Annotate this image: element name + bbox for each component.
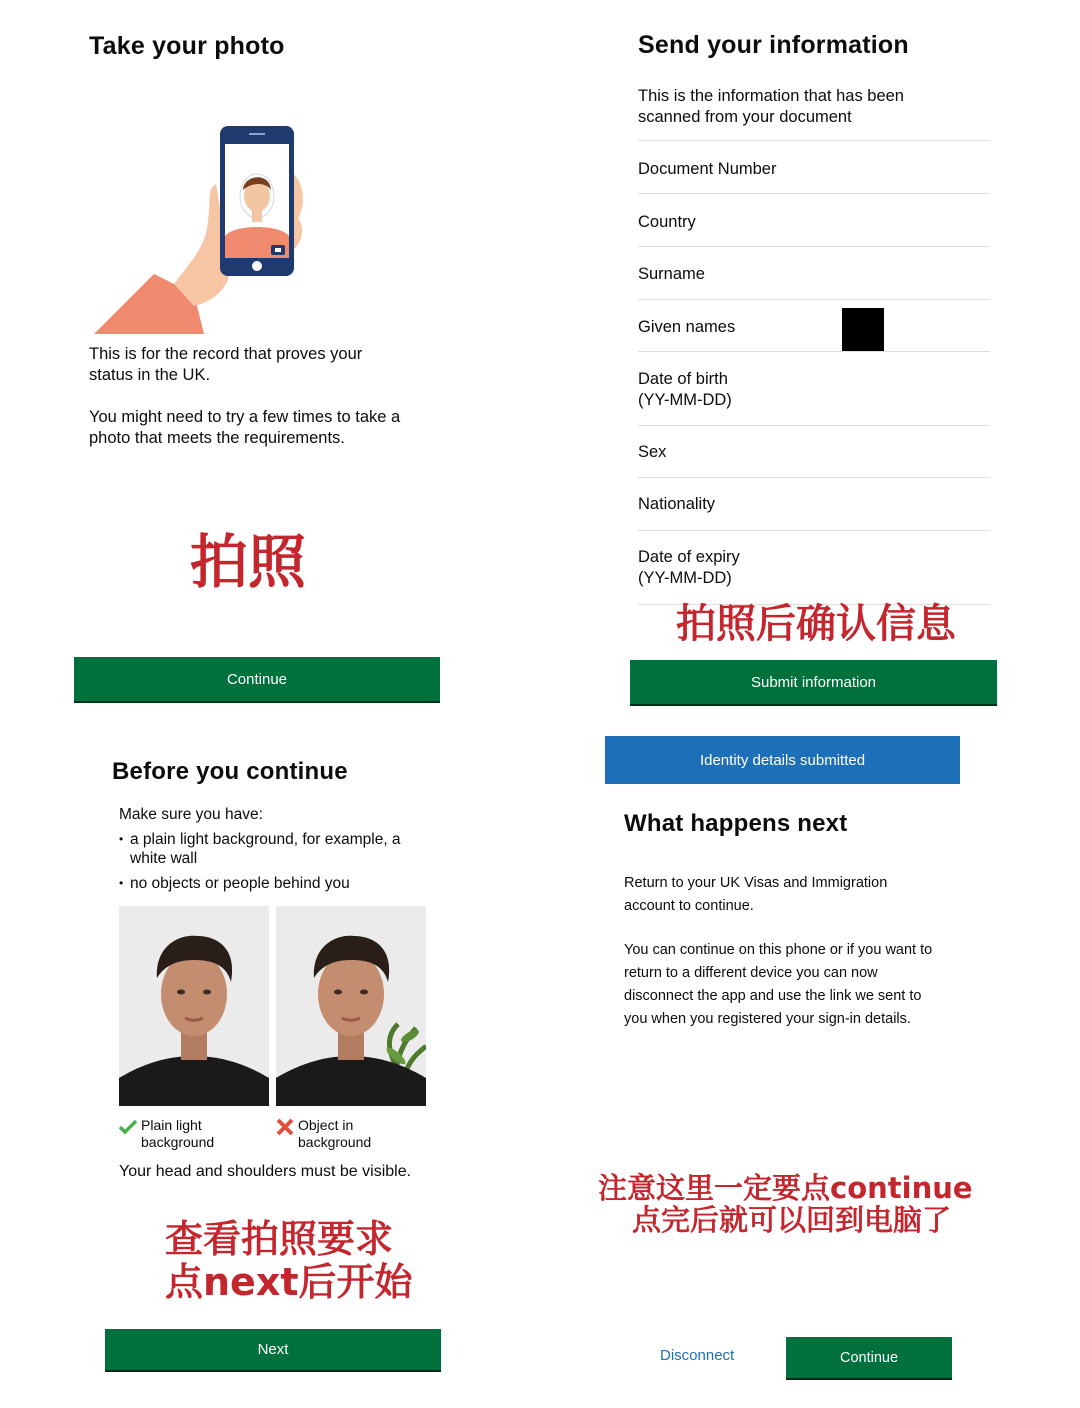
label-date-of-expiry [638, 547, 740, 589]
cross-icon [276, 1118, 294, 1136]
annotation-confirm-info: 拍照后确认信息 [676, 601, 956, 647]
row-nationality [638, 478, 990, 531]
before-continue-title: Before you continue [112, 758, 348, 785]
next-button[interactable]: Next [105, 1329, 441, 1370]
redaction-block [842, 308, 884, 351]
annotation-press-continue-line2: 点完后就可以回到电脑了 [632, 1203, 952, 1238]
label-surname: Surname [638, 265, 705, 283]
row-country [638, 194, 990, 247]
head-shoulders-text: Your head and shoulders must be visible. [119, 1163, 412, 1180]
annotation-check-requirements-line1: 查看拍照要求 [165, 1217, 394, 1261]
submit-information-button[interactable]: Submit information [630, 660, 997, 704]
label-sex: Sex [638, 443, 667, 461]
annotation-press-continue-line1: 注意这里一定要点continue [598, 1171, 973, 1205]
row-document-number [638, 141, 990, 194]
take-photo-paragraph-2: You might need to try a few times to take a photo that meets the requirements. [89, 408, 401, 447]
bad-example-photo [276, 906, 426, 1106]
annotation-take-photo: 拍照 [190, 528, 307, 596]
row-date-of-birth [638, 352, 990, 426]
requirement-item: • no objects or people behind you [119, 874, 424, 893]
continue-button[interactable]: Continue [74, 657, 440, 701]
label-date-of-birth-line1: Date of birth [638, 370, 728, 388]
label-nationality: Nationality [638, 495, 716, 513]
label-date-of-birth-line2: (YY-MM-DD) [638, 391, 732, 409]
label-date-of-birth [638, 369, 732, 411]
good-example-caption: Plain light background [141, 1117, 215, 1150]
what-happens-next-title: What happens next [624, 810, 848, 837]
row-surname [638, 247, 990, 300]
label-country: Country [638, 213, 696, 231]
take-photo-title: Take your photo [89, 32, 285, 60]
label-date-of-expiry-line1: Date of expiry [638, 548, 740, 566]
annotation-check-requirements [165, 1218, 413, 1303]
requirement-item: • a plain light background, for example, a white wall [119, 830, 424, 868]
disconnect-link[interactable]: Disconnect [660, 1347, 735, 1364]
row-given-names [638, 300, 990, 352]
annotation-check-requirements-line2: 点next后开始 [165, 1259, 413, 1304]
disconnect-instructions-text: You can continue on this phone or if you want to return to a different device you can now disconnect the app and use the link we sent to you when you registered your sign-in details. [624, 942, 933, 1027]
send-info-title: Send your information [638, 31, 909, 59]
row-sex [638, 426, 990, 478]
label-given-names: Given names [638, 318, 736, 336]
row-date-of-expiry [638, 531, 990, 605]
submitted-banner: Identity details submitted [605, 736, 960, 784]
requirements-list [119, 830, 424, 899]
label-document-number: Document Number [638, 160, 777, 178]
label-date-of-expiry-line2: (YY-MM-DD) [638, 569, 732, 587]
annotation-press-continue [598, 1172, 973, 1237]
take-photo-paragraph-1: This is for the record that proves your status in the UK. [89, 345, 363, 384]
selfie-illustration [94, 124, 314, 336]
good-example-photo [119, 906, 269, 1106]
send-info-intro: This is the information that has been scanned from your document [638, 87, 904, 126]
check-icon [119, 1119, 137, 1135]
continue-button-final[interactable]: Continue [786, 1337, 952, 1378]
make-sure-text: Make sure you have: [119, 806, 263, 823]
bad-example-caption: Object in background [298, 1117, 372, 1150]
return-account-text: Return to your UK Visas and Immigration account to continue. [624, 875, 888, 914]
